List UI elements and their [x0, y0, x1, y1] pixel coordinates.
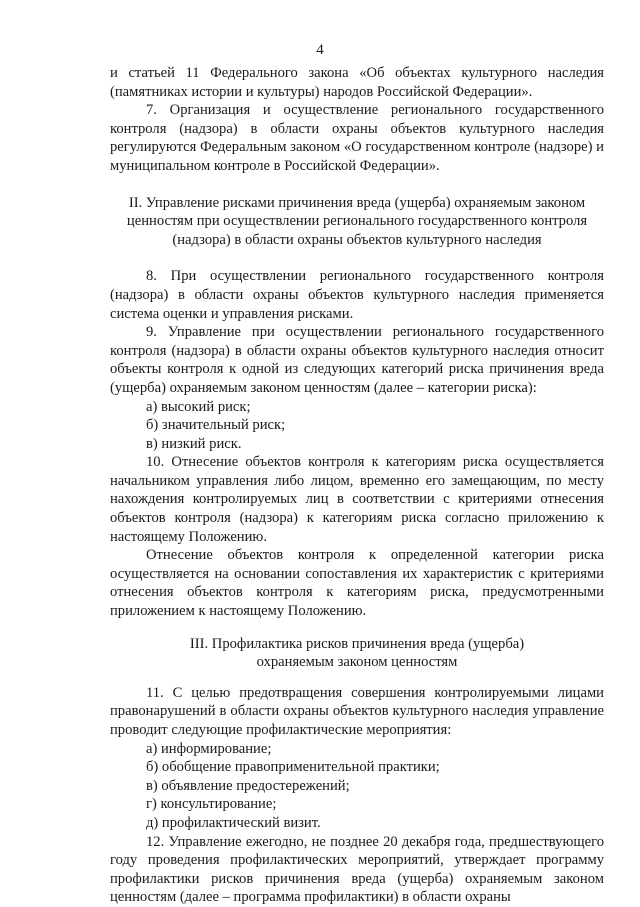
list-item-risk-high: а) высокий риск; [146, 398, 251, 415]
document-body [110, 64, 604, 907]
paragraph-10-continued: Отнесение объектов контроля к определенной категории риска осуществляется на основании сопоставления их характеристик с критериями отнесения объектов контроля к категориям риска, предусмотренными приложением к настоящему Положению. [110, 547, 604, 620]
paragraph-7: 7. Организация и осуществление регионального государственного контроля (надзора) в области охраны объектов культурного наследия регулируются Федеральным законом «О государственном контроле (надзоре) и муниципальном контроле в Российской Федерации». [110, 102, 604, 174]
list-item-informing: а) информирование; [146, 740, 272, 757]
list-item-warnings: в) объявление предостережений; [146, 777, 350, 794]
paragraph-law-reference: и статьей 11 Федерального закона «Об объектах культурного наследия (памятниках истории и культуры) народов Российской Федерации». [110, 65, 604, 100]
list-item-consulting: г) консультирование; [146, 796, 277, 813]
list-item-risk-significant: б) значительный риск; [146, 417, 286, 434]
section-heading-3-line-1: III. Профилактика рисков причинения вреда (ущерба) [189, 635, 525, 652]
page-number: 4 [316, 42, 324, 58]
paragraph-11: 11. С целью предотвращения совершения контролируемыми лицами правонарушений в области охраны объектов культурного наследия управление проводит следующие профилактические мероприятия: [110, 684, 604, 738]
section-heading-2: II. Управление рисками причинения вреда (ущерба) охраняемым законом ценностям при осуществлении регионального государственного контроля (надзора) в области охраны объектов культурного наследия [126, 194, 588, 248]
section-heading-3-line-2: охраняемым законом ценностям [256, 654, 458, 671]
paragraph-10: 10. Отнесение объектов контроля к категориям риска осуществляется начальником управления либо лицом, временно его замещающим, по месту нахождения контролируемых лиц в соответствии с критериями отнесения объектов контроля (надзора) к категориям риска согласно приложению к настоящему Положению. [110, 454, 604, 545]
paragraph-9: 9. Управление при осуществлении регионального государственного контроля (надзора) в области охраны объектов культурного наследия относит объекты контроля к одной из следующих категорий риска причинения вреда (ущерба) охраняемым законом ценностям (далее – категории риска): [110, 324, 604, 396]
list-item-practice-summary: б) обобщение правоприменительной практики; [146, 759, 440, 776]
spacer [110, 621, 604, 635]
spacer [110, 176, 604, 194]
paragraph-12: 12. Управление ежегодно, не позднее 20 декабря года, предшествующего году проведения профилактических мероприятий, утверждает программу профилактики рисков причинения вреда (ущерба) охраняемым законом ценностям (далее – программа профилактики) в области охраны [110, 833, 604, 906]
list-item-preventive-visit: д) профилактический визит. [146, 814, 321, 831]
spacer [110, 249, 604, 267]
list-item-risk-low: в) низкий риск. [146, 435, 242, 452]
spacer [110, 672, 604, 684]
paragraph-8: 8. При осуществлении регионального государственного контроля (надзора) в области охраны объектов культурного наследия применяется система оценки и управления рисками. [110, 268, 604, 322]
